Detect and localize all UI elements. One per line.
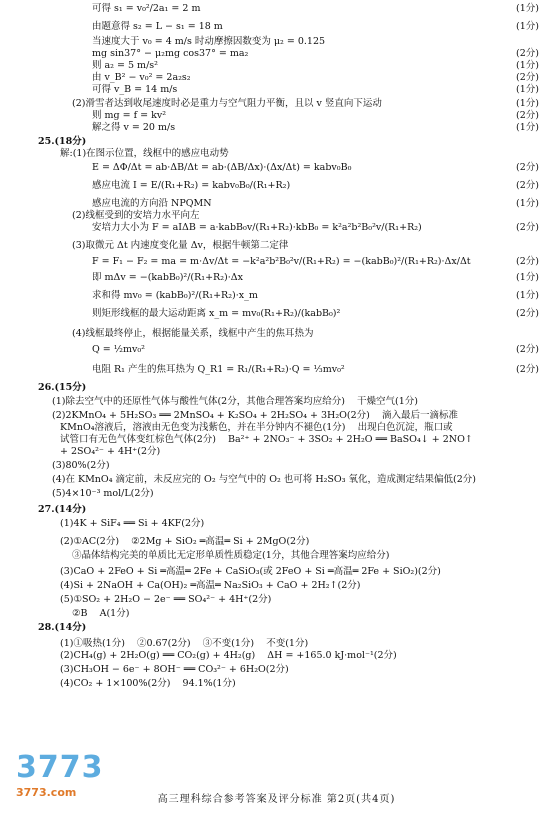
page-footer: 高三理科综合参考答案及评分标准 第2页(共4页) (157, 794, 396, 805)
score-mark: (1分) (516, 3, 539, 14)
answer-line: (4)CO₂ + 1×100%(2分) 94.1%(1分) (60, 678, 236, 689)
watermark-brand: 3773 (16, 750, 104, 785)
score-mark: (2分) (516, 344, 539, 355)
answer-line: (2)CH₄(g) + 2H₂O(g) ══ CO₂(g) + 4H₂(g) ΔH = +165.0 kJ·mol⁻¹(2分) (60, 650, 397, 661)
answer-line: 感应电流 I = E/(R₁+R₂) = kabv₀B₀/(R₁+R₂) (92, 180, 291, 191)
score-mark: (1分) (516, 198, 539, 209)
answer-line: 即 mΔv = −(kabB₀)²/(R₁+R₂)·Δx (92, 272, 243, 283)
question-heading: 27.(14分) (38, 504, 87, 515)
question-heading: 25.(18分) (38, 136, 87, 147)
answer-line: (3)CaO + 2FeO + Si ═高温═ 2Fe + CaSiO₃(或 2FeO + Si ═高温═ 2Fe + SiO₂)(2分) (60, 566, 441, 577)
score-mark: (2分) (516, 72, 539, 83)
answer-line: E = ΔΦ/Δt = ab·ΔB/Δt = ab·(ΔB/Δx)·(Δx/Δt) = kabv₀B₀ (92, 162, 352, 173)
answer-line: (1)①吸热(1分) ②0.67(2分) ③不变(1分) 不变(1分) (60, 638, 309, 649)
answer-line: 解之得 v = 20 m/s (92, 122, 176, 133)
answer-line: (4)在 KMnO₄ 滴定前，未反应完的 O₂ 与空气中的 O₂ 也可将 H₂SO₃ 氧化，造成测定结果偏低(2分) (52, 474, 477, 485)
answer-line: (5)4×10⁻³ mol/L(2分) (52, 488, 154, 499)
answer-line: (2)线框受到的安培力水平向左 (72, 210, 200, 221)
answer-line: (1)除去空气中的还原性气体与酸性气体(2分，其他合理答案均应给分) 干燥空气(1分) (52, 396, 418, 407)
answer-line: 电阻 R₁ 产生的焦耳热为 Q_R1 = R₁/(R₁+R₂)·Q = ⅓mv₀² (92, 364, 345, 375)
answer-line: (4)Si + 2NaOH + Ca(OH)₂ ═高温═ Na₂SiO₃ + CaO + 2H₂↑(2分) (60, 580, 361, 591)
answer-line: mg sin37° − μ₂mg cos37° = ma₂ (92, 48, 249, 59)
answer-line: 则 a₂ = 5 m/s² (92, 60, 158, 71)
score-mark: (2分) (516, 364, 539, 375)
answer-line: KMnO₄溶液后，溶液由无色变为浅紫色，并在半分钟内不褪色(1分) 出现白色沉淀，瓶口或 (60, 422, 453, 433)
score-mark: (2分) (516, 180, 539, 191)
question-heading: 28.(14分) (38, 622, 87, 633)
answer-line: (2)滑雪者达到收尾速度时必是重力与空气阻力平衡，且以 v 竖直向下运动 (72, 98, 382, 109)
question-heading: 26.(15分) (38, 382, 87, 393)
score-mark: (1分) (516, 122, 539, 133)
answer-line: (5)①SO₂ + 2H₂O − 2e⁻ ══ SO₄²⁻ + 4H⁺(2分) (60, 594, 272, 605)
answer-line: + 2SO₄²⁻ + 4H⁺(2分) (60, 446, 161, 457)
answer-line: F = F₁ − F₂ = ma = m·Δv/Δt = −k²a²b²B₀²v/(R₁+R₂) = −(kabB₀)²/(R₁+R₂)·Δx/Δt (92, 256, 471, 267)
answer-line: 解:(1)在图示位置，线框中的感应电动势 (60, 148, 229, 159)
answer-line: 安培力大小为 F = aIΔB = a·kabB₀v/(R₁+R₂)·kbB₀ = k²a²b²B₀²v/(R₁+R₂) (92, 222, 422, 233)
score-mark: (1分) (516, 84, 539, 95)
answer-line: (2)①AC(2分) ②2Mg + SiO₂ ═高温═ Si + 2MgO(2分) (60, 536, 310, 547)
score-mark: (2分) (516, 308, 539, 319)
answer-line: (3)取微元 Δt 内速度变化量 Δv，根据牛顿第二定律 (72, 240, 289, 251)
answer-line: 由题意得 s₂ = L − s₁ = 18 m (92, 21, 223, 32)
answer-line: (1)4K + SiF₄ ══ Si + 4KF(2分) (60, 518, 205, 529)
answer-line: (4)线框最终停止，根据能量关系，线框中产生的焦耳热为 (72, 328, 314, 339)
answer-line: ③晶体结构完美的单质比无定形单质性质稳定(1分，其他合理答案均应给分) (72, 550, 390, 561)
watermark-url: 3773.com (16, 786, 77, 799)
answer-line: 感应电流的方向沿 NPQMN (92, 198, 212, 209)
score-mark: (1分) (516, 290, 539, 301)
score-mark: (1分) (516, 272, 539, 283)
score-mark: (1分) (516, 60, 539, 71)
answer-line: 当速度大于 v₀ = 4 m/s 时动摩擦因数变为 μ₂ = 0.125 (92, 36, 326, 47)
answer-line: 则矩形线框的最大运动距离 x_m = mv₀(R₁+R₂)/(kabB₀)² (92, 308, 341, 319)
answer-line: Q = ½mv₀² (92, 344, 145, 355)
answer-line: (3)80%(2分) (52, 460, 110, 471)
score-mark: (2分) (516, 48, 539, 59)
answer-line: 试管口有无色气体变红棕色气体(2分) Ba²⁺ + 2NO₃⁻ + 3SO₂ + 2H₂O ══ BaSO₄↓ + 2NO↑ (60, 434, 473, 445)
score-mark: (2分) (516, 110, 539, 121)
answer-line: 可得 s₁ = v₀²/2a₁ = 2 m (92, 3, 201, 14)
answer-line: 由 v_B² − v₀² = 2a₂s₂ (92, 72, 191, 83)
score-mark: (2分) (516, 162, 539, 173)
answer-line: 求和得 mv₀ = (kabB₀)²/(R₁+R₂)·x_m (92, 290, 258, 301)
score-mark: (2分) (516, 222, 539, 233)
answer-line: 则 mg = f = kv² (92, 110, 167, 121)
answer-line: ②B A(1分) (72, 608, 130, 619)
score-mark: (1分) (516, 98, 539, 109)
answer-line: 可得 v_B = 14 m/s (92, 84, 178, 95)
score-mark: (2分) (516, 256, 539, 267)
answer-line: (2)2KMnO₄ + 5H₂SO₃ ══ 2MnSO₄ + K₂SO₄ + 2H₂SO₄ + 3H₂O(2分) 滴入最后一滴标准 (52, 410, 458, 421)
answer-line: (3)CH₃OH − 6e⁻ + 8OH⁻ ══ CO₃²⁻ + 6H₂O(2分) (60, 664, 289, 675)
score-mark: (1分) (516, 21, 539, 32)
